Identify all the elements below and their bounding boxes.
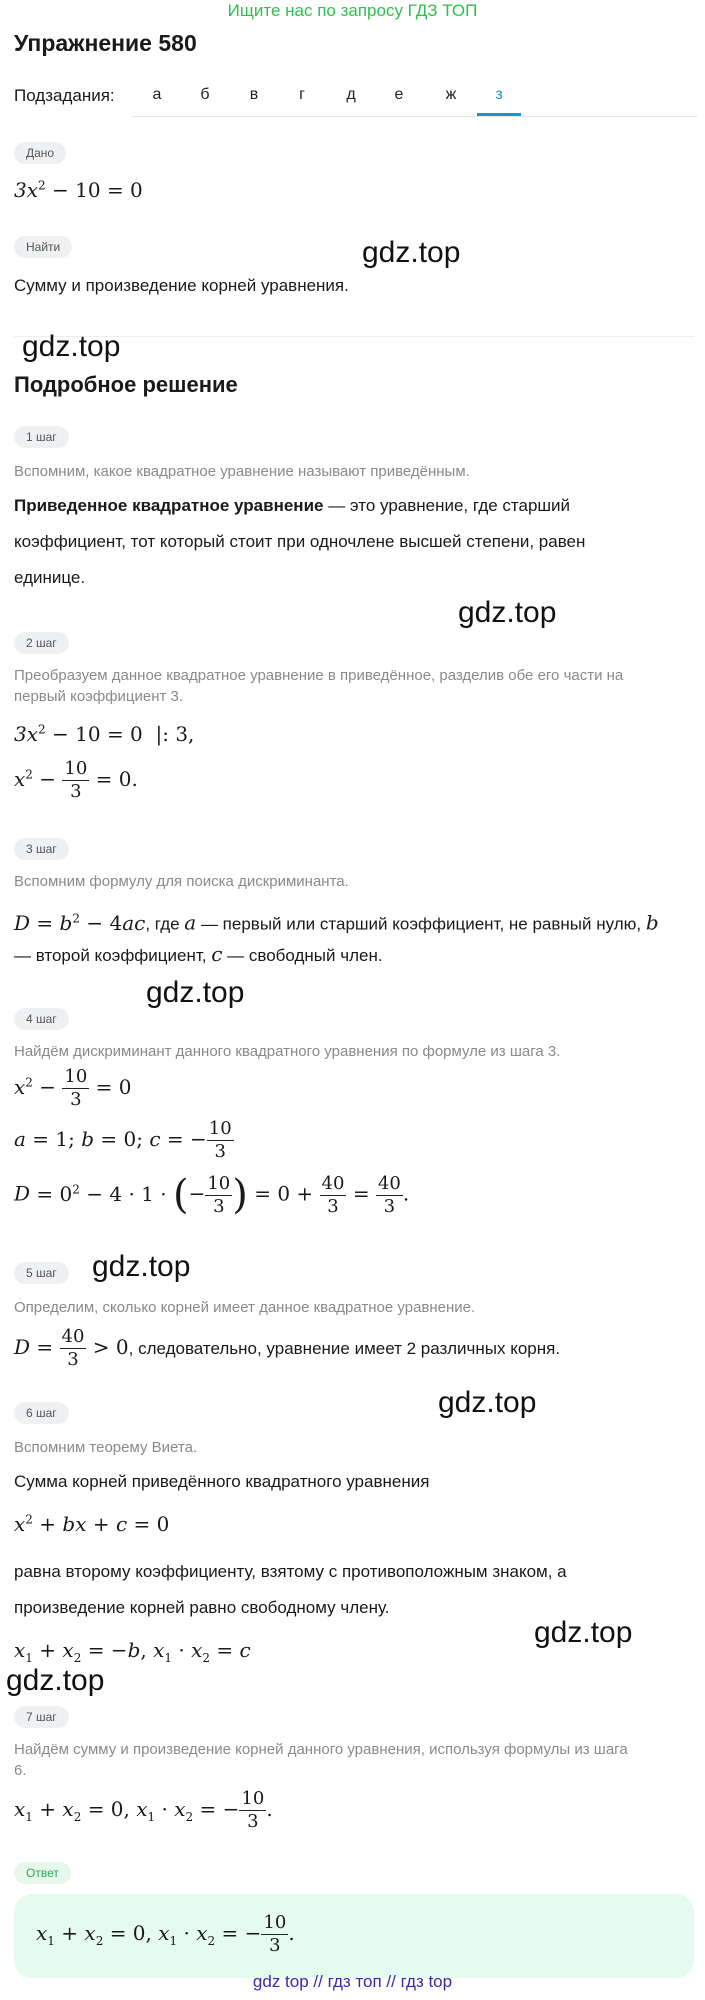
step-2-eq-2: $x^2$ − $\frac{10}{3}$ = 0. <box>14 758 138 802</box>
tab-b[interactable]: б <box>200 86 210 103</box>
given-equation: $3x^2 - 10 = 0$ <box>14 178 143 202</box>
step-6-eq-2: $x_1 + x_2 = -b$, $x_1 \cdot x_2 = c$ <box>14 1638 251 1665</box>
var-b: b <box>645 910 659 935</box>
step-6-hint: Вспомним теорему Виета. <box>14 1439 198 1456</box>
step-2-eq-1: $3x^2 - 10 = 0$ |: 3, <box>14 722 195 746</box>
var-c: c <box>211 942 223 966</box>
step-5-text: , следовательно, уравнение имеет 2 различных корня. <box>128 1339 561 1358</box>
watermark: gdz.top <box>92 1250 191 1283</box>
step-7-hint-1: Найдём сумму и произведение корней данного уравнения, используя формулы из шага <box>14 1741 628 1758</box>
step-4-hint: Найдём дискриминант данного квадратного уравнения по формуле из шага 3. <box>14 1043 561 1060</box>
answer-badge: Ответ <box>14 1862 71 1884</box>
step-3-line-2 <box>14 936 383 974</box>
footer-links[interactable]: gdz top // гдз топ // гдз top <box>252 1972 453 1991</box>
watermark: gdz.top <box>362 236 461 269</box>
step-6-text-1: Сумма корней приведённого квадратного уравнения <box>14 1472 430 1491</box>
find-badge: Найти <box>14 236 72 258</box>
tab-zh[interactable]: ж <box>445 86 457 103</box>
step-2-hint-1: Преобразуем данное квадратное уравнение в приведённое, разделив обе его части на <box>14 667 624 684</box>
watermark: gdz.top <box>22 330 121 363</box>
step-6-text-3: произведение корней равно свободному члену. <box>14 1598 390 1617</box>
answer-box <box>14 1894 694 1978</box>
step-4-eq-3: $D = 0^2 - 4 \cdot 1$ · (− $\frac{10}{3}$ ) = 0 + $\frac{40}{3}$ = $\frac{40}{3}$ . <box>14 1172 410 1218</box>
tab-v[interactable]: в <box>249 86 259 103</box>
step-3-text-3: — второй коэффициент, <box>14 946 212 965</box>
step-6-eq-1: $x^2$ + bx + c = 0 <box>14 1512 170 1536</box>
step-1-line3: единице. <box>14 568 86 587</box>
step-1-term: Приведенное квадратное уравнение <box>14 496 324 515</box>
step-1-line2: коэффициент, тот который стоит при одночлене высшей степени, равен <box>14 532 586 551</box>
step-5-line <box>14 1326 560 1371</box>
tab-z[interactable]: з <box>477 86 521 104</box>
subtask-tabs <box>133 80 698 117</box>
step-3-text-4: — свободный член. <box>222 946 383 965</box>
given-badge: Дано <box>14 142 66 164</box>
step-5-hint: Определим, сколько корней имеет данное квадратное уравнение. <box>14 1299 476 1316</box>
step-3-text-1: , где <box>145 914 185 934</box>
step-5-formula: D = $\frac{40}{3}$ > 0 <box>14 1326 129 1370</box>
step-5-badge: 5 шаг <box>14 1262 69 1284</box>
step-6-badge: 6 шаг <box>14 1402 69 1424</box>
discriminant-formula: $D = b^2 - 4ac$ <box>14 910 146 935</box>
step-4-eq-1: $x^2$ − $\frac{10}{3}$ = 0 <box>14 1066 132 1110</box>
step-1-text <box>14 488 694 524</box>
step-3-hint: Вспомним формулу для поиска дискриминанта. <box>14 873 349 890</box>
step-1-badge: 1 шаг <box>14 426 69 448</box>
solution-title: Подробное решение <box>14 372 238 397</box>
tab-g[interactable]: г <box>299 86 305 103</box>
tab-e[interactable]: е <box>394 86 404 103</box>
step-1-line1: — это уравнение, где старший <box>323 496 571 515</box>
step-7-hint-2: 6. <box>14 1762 27 1779</box>
watermark: gdz.top <box>6 1664 105 1697</box>
find-text: Сумму и произведение корней уравнения. <box>14 276 349 295</box>
watermark: gdz.top <box>458 596 557 629</box>
var-a: a <box>184 910 197 935</box>
subtasks-label: Подзадания: <box>14 86 115 105</box>
step-6-text-2: равна второму коэффициенту, взятому с противоположным знаком, а <box>14 1562 567 1581</box>
step-3-badge: 3 шаг <box>14 838 69 860</box>
step-2-badge: 2 шаг <box>14 632 69 654</box>
watermark: gdz.top <box>534 1616 633 1649</box>
step-7-badge: 7 шаг <box>14 1706 69 1728</box>
step-3-text-2: — первый или старший коэффициент, не равный нулю, <box>196 914 646 934</box>
watermark: gdz.top <box>146 976 245 1009</box>
step-2-hint-2: первый коэффициент 3. <box>14 688 184 705</box>
tab-a[interactable]: а <box>152 86 162 103</box>
page-title: Упражнение 580 <box>14 30 197 56</box>
step-7-eq: $x_1 + x_2 = 0$, $x_1 \cdot x_2$ = − $\frac{10}{3}$ . <box>14 1788 273 1832</box>
answer-eq: $x_1 + x_2 = 0$, $x_1 \cdot x_2$ = − $\frac{10}{3}$ . <box>36 1912 295 1956</box>
watermark: gdz.top <box>438 1386 537 1419</box>
search-hint: Ищите нас по запросу ГДЗ ТОП <box>227 1 478 20</box>
step-4-badge: 4 шаг <box>14 1008 69 1030</box>
step-1-hint: Вспомним, какое квадратное уравнение называют приведённым. <box>14 463 470 480</box>
step-4-eq-2: a = 1; b = 0; c = − $\frac{10}{3}$ <box>14 1118 232 1162</box>
tab-d[interactable]: д <box>346 86 356 103</box>
